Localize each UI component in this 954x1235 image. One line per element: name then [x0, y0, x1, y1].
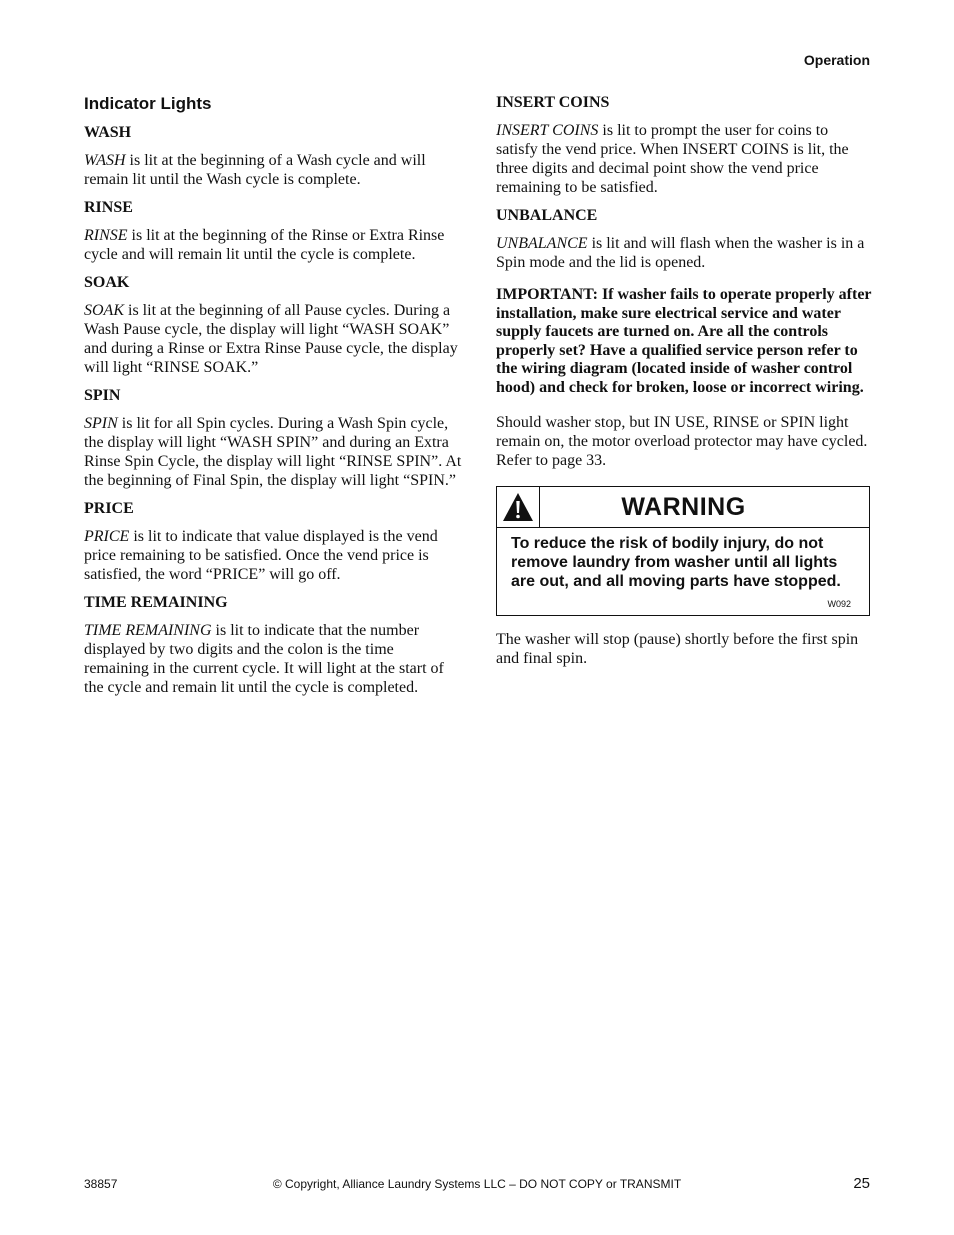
insert-coins-description [496, 121, 872, 197]
footer-copyright: © Copyright, Alliance Laundry Systems LLC – DO NOT COPY or TRANSMIT [272, 1177, 682, 1191]
warning-triangle-icon [497, 487, 540, 527]
insert-coins-text: is lit to prompt the user for coins to satisfy the vend price. When INSERT COINS is lit, the three digits and decimal point show the vend price remaining to be satisfied. [496, 122, 849, 196]
spin-term: SPIN [84, 415, 118, 432]
footer-doc-number: 38857 [84, 1177, 118, 1191]
rinse-heading: RINSE [84, 199, 133, 216]
unbalance-description [496, 234, 872, 272]
wash-text: is lit at the beginning of a Wash cycle and will remain lit until the Wash cycle is complete. [84, 152, 426, 188]
time-remaining-text: is lit to indicate that the number displayed by two digits and the colon is the time remaining in the current cycle. It will light at the start of the cycle and remain lit until the cycle is completed. [84, 622, 444, 696]
time-remaining-description [84, 621, 462, 697]
left-column [84, 93, 462, 706]
important-notice: IMPORTANT: If washer fails to operate properly after installation, make sure electrical service and water supply faucets are turned on. Are all the controls properly set? Have a qualified service person refer to the wiring diagram (located inside of washer control hood) and check for broken, loose or incorrect wiring. [496, 286, 872, 396]
spin-text: is lit for all Spin cycles. During a Wash Spin cycle, the display will light “WASH SPIN” and during an Extra Rinse Spin Cycle, the display will light “RINSE SPIN”. At the beginning of Final Spin, the display will light “SPIN.” [84, 415, 462, 489]
wash-description [84, 151, 462, 189]
page-number: 25 [853, 1175, 870, 1192]
rinse-term: RINSE [84, 227, 128, 244]
price-description [84, 527, 462, 584]
time-remaining-heading: TIME REMAINING [84, 594, 228, 611]
soak-text: is lit at the beginning of all Pause cycles. During a Wash Pause cycle, the display will light “WASH SOAK” and during a Rinse or Extra Rinse Pause cycle, the display will light “RINSE SOAK.” [84, 302, 458, 376]
spin-heading: SPIN [84, 387, 121, 404]
soak-description [84, 301, 462, 377]
insert-coins-term: INSERT COINS [496, 122, 599, 139]
price-text: is lit to indicate that value displayed is the vend price remaining to be satisfied. Once the vend price is satisfied, the word “PRICE” will go off. [84, 528, 438, 583]
soak-term: SOAK [84, 302, 124, 319]
pause-note: The washer will stop (pause) shortly before the first spin and final spin. [496, 631, 859, 667]
rinse-description [84, 226, 462, 264]
unbalance-heading: UNBALANCE [496, 207, 598, 224]
running-header: Operation [803, 52, 870, 68]
section-title: Indicator Lights [84, 94, 212, 113]
warning-body [497, 528, 869, 615]
warning-code: W092 [827, 599, 851, 609]
right-column [496, 93, 872, 677]
stop-note: Should washer stop, but IN USE, RINSE or SPIN light remain on, the motor overload protector may have cycled. Refer to page 33. [496, 414, 868, 469]
unbalance-term: UNBALANCE [496, 235, 588, 252]
spin-description [84, 414, 462, 490]
wash-term: WASH [84, 152, 126, 169]
warning-text: To reduce the risk of bodily injury, do not remove laundry from washer until all lights are out, and all moving parts have stopped. [511, 535, 841, 590]
unbalance-text: is lit and will flash when the washer is in a Spin mode and the lid is opened. [496, 235, 865, 271]
soak-heading: SOAK [84, 274, 130, 291]
warning-box [496, 486, 870, 616]
price-term: PRICE [84, 528, 130, 545]
time-remaining-term: TIME REMAINING [84, 622, 212, 639]
rinse-text: is lit at the beginning of the Rinse or Extra Rinse cycle and will remain lit until the cycle is complete. [84, 227, 445, 263]
warning-header [497, 487, 869, 528]
price-heading: PRICE [84, 500, 134, 517]
insert-coins-heading: INSERT COINS [496, 94, 610, 111]
wash-heading: WASH [84, 124, 132, 141]
warning-title: WARNING [621, 492, 746, 521]
